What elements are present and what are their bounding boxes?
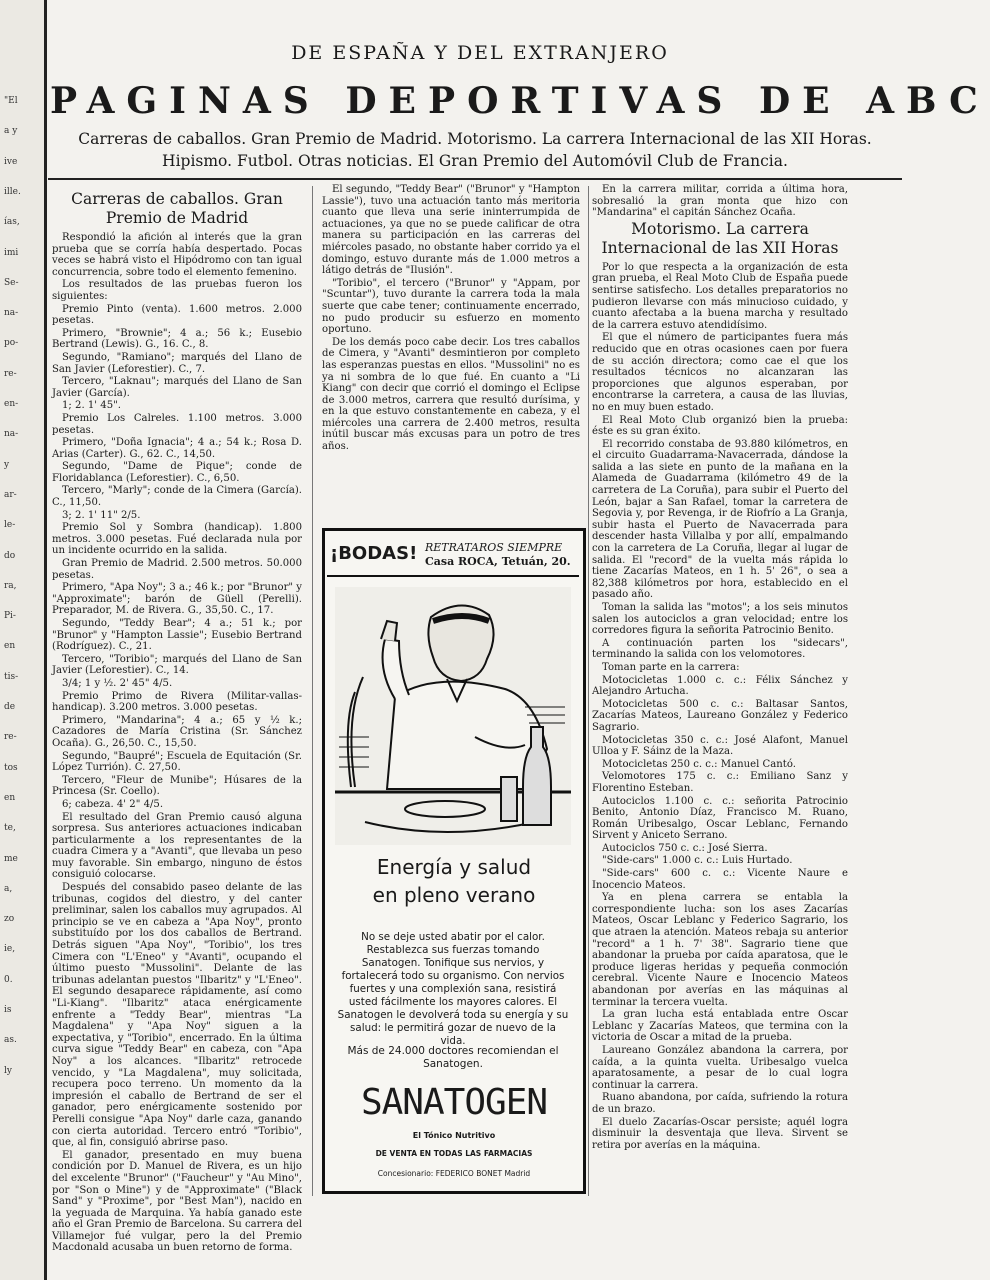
article1-paragraph: Primero, "Brownie"; 4 a.; 56 k.; Eusebio Bertrand (Lewis). G., 16. C., 8.	[52, 327, 302, 351]
margin-fragment: do	[4, 550, 16, 561]
margin-fragment: en	[4, 641, 16, 652]
bodas-label: ¡BODAS!	[330, 543, 418, 564]
tonico-tagline: El Tónico Nutritivo	[412, 1131, 496, 1140]
article1-paragraph: El segundo, "Teddy Bear" ("Brunor" y "Hampton Lassie"), tuvo una actuación tanto más meritoria cuanto que lleva una serie ininterrumpida de actuaciones, ya que no se puede calificar de otra manera su participación en las carreras del miércoles pasado, no obstante haber corrido ya el domingo, estuvo durante más de 1.000 metros a látigo detrás de "Ilusión".	[322, 184, 580, 277]
article2-paragraph: El que el número de participantes fuera más reducido que en otras ocasiones caen por fuera de su acción directora; como cae el que los resultados técnicos no alcanzaran las proporciones que algunos esperaban, por encontrarse la carretera, a causa de las lluvias, no en muy buen estado.	[592, 332, 848, 413]
article2-paragraph: La gran lucha está entablada entre Oscar Leblanc y Zacarías Mateos, que termina con la victoria de Oscar a mitad de la prueba.	[592, 1009, 848, 1044]
man-drinking-illustration	[335, 587, 571, 845]
article2-paragraph: Motocicletas 500 c. c.: Baltasar Santos, Zacarías Mateos, Laureano González y Federico Sagrario.	[592, 698, 848, 733]
margin-fragment: Se-	[4, 277, 19, 288]
article1-paragraph: Tercero, "Toribio"; marqués del Llano de San Javier (Leforestier). C., 14.	[52, 653, 302, 677]
article1-paragraph: Primero, "Mandarina"; 4 a.; 65 y ½ k.; Cazadores de María Cristina (Sr. Sánchez Ocaña). G., 26,50. C., 15,50.	[52, 714, 302, 749]
article2-paragraph: Autociclos 1.100 c. c.: señorita Patrocinio Benito, Antonio Díaz, Francisco M. Ruano, Román Uribesalgo, Oscar Leblanc, Fernando Sirvent y Aniceto Serrano.	[592, 795, 848, 842]
column-rule-1	[312, 186, 313, 1196]
article1-paragraph: Tercero, "Marly"; conde de la Cimera (García). C., 11,50.	[52, 485, 302, 509]
margin-fragment: tis-	[4, 671, 19, 682]
ad-headline-line-2: en pleno verano	[372, 883, 536, 907]
article1-paragraph: 3; 2. 1' 11" 2/5.	[62, 509, 141, 521]
article2-paragraph: El duelo Zacarías-Oscar persiste; aquél logra disminuir la desventaja que lleva. Sirvent se retira por averías en la máquina.	[592, 1116, 848, 1151]
article1-paragraph: Premio Primo de Rivera (Militar-vallas-handicap). 3.200 metros. 3.000 pesetas.	[52, 690, 302, 714]
article1-paragraph: Segundo, "Teddy Bear"; 4 a.; 51 k.; por "Brunor" y "Hampton Lassie"; Eusebio Bertrand (Rodríguez). C., 21.	[52, 618, 302, 653]
article1-paragraph: Premio Los Calreles. 1.100 metros. 3.000 pesetas.	[52, 412, 302, 436]
article1-paragraph: 6; cabeza. 4' 2" 4/5.	[62, 798, 164, 810]
article1-paragraph: 1; 2. 1' 45".	[62, 400, 121, 412]
left-margin-rule	[44, 0, 47, 1280]
ad-body-text: No se deje usted abatir por el calor. Restablezca sus fuerzas tomando Sanatogen. Tonifique sus nervios, y fortalecerá todo su organismo. Con nervios fuertes y una complexión sana, resistirá usted fácilmente los mayores calores. El Sanatogen le devolverá toda su energía y su salud: le permitirá gozar de nuevo de la vida.	[337, 931, 569, 1047]
article2-paragraph: Toman parte en la carrera:	[602, 661, 740, 673]
page-title: PAGINAS DEPORTIVAS DE ABC	[50, 80, 990, 122]
margin-fragment: ive	[4, 156, 18, 167]
article1-paragraph: Premio Sol y Sombra (handicap). 1.800 metros. 3.000 pesetas. Fué declarada nula por un incidente ocurrido en la salida.	[52, 522, 302, 557]
article1-paragraph: 3/4; 1 y ½. 2' 45" 4/5.	[62, 677, 173, 689]
margin-fragment: de	[4, 702, 16, 713]
article2-paragraph: Ya en plena carrera se entabla la correspondiente lucha: son los ases Zacarías Mateos, Oscar Leblanc y Federico Sagrario, los que atraen la atención. Mateos rebaja su anterior "record" a 1 h. 7' 38". Sagrario tiene que abandonar la prueba por caída aparatosa, que le produce ligeras heridas y pequeña conmoción cerebral. Vicente Naure e Inocencio Mateos abandonan por averías en las máquinas al terminar la tercera vuelta.	[592, 892, 848, 1008]
margin-fragment: is	[4, 1005, 12, 1016]
concesionario-line: Concesionario: FEDERICO BONET Madrid	[377, 1169, 531, 1178]
article2-paragraph: "Side-cars" 1.000 c. c.: Luis Hurtado.	[602, 855, 793, 867]
margin-fragment: imi	[4, 247, 19, 258]
margin-fragment: 0.	[4, 974, 13, 985]
sanatogen-brand: SANATOGEN	[360, 1082, 548, 1123]
article1-paragraph: De los demás poco cabe decir. Los tres caballos de Cimera, y "Avanti" desmintieron por completo las esperanzas puestas en ellos. "Mussolini" no es ya ni sombra de lo que fué. En cuanto a "Li Kiang" con decir que corrió el domingo el Eclipse de 3.000 metros, carrera que resultó durísima, y en la que estuvo constantemente en cabeza, y el miércoles una carrera de 2.400 metros, resulta inútil buscar más excusas para un potro de tres años.	[322, 336, 580, 453]
margin-fragment: ie,	[4, 944, 16, 955]
header-rule	[48, 178, 902, 180]
article1-paragraph: Tercero, "Laknau"; marqués del Llano de San Javier (García).	[52, 376, 302, 399]
subtitle-line-1: Carreras de caballos. Gran Premio de Madrid. Motorismo. La carrera Internacional de las XII Horas.	[78, 130, 872, 148]
margin-fragment: ías,	[4, 217, 20, 228]
bodas-ad-banner	[327, 535, 579, 577]
article2-paragraph: "Side-cars" 600 c. c.: Vicente Naure e Inocencio Mateos.	[592, 868, 848, 891]
margin-fragment: ille.	[4, 186, 21, 197]
section-kicker: DE ESPAÑA Y DEL EXTRANJERO	[291, 42, 669, 64]
article1-column-2	[322, 184, 580, 520]
margin-fragment: na-	[4, 308, 19, 319]
sanatogen-advertisement	[322, 528, 586, 1194]
margin-fragment: te,	[4, 823, 16, 834]
article2-paragraph: Motocicletas 350 c. c.: José Alafont, Manuel Ulloa y F. Sáinz de la Maza.	[592, 734, 848, 758]
article2-paragraph: El Real Moto Club organizó bien la prueba: éste es su gran éxito.	[592, 414, 848, 438]
article1-paragraph: El ganador, presentado en muy buena condición por D. Manuel de Rivera, es un hijo del excelente "Brunor" ("Faucheur" y "Au Mino", por "Son o Mine") y de "Approximate" ("Black Sand" y "Proxime", por "Best Man"), nacido en la yeguada de Marquina. Ya había ganado este año el Gran Premio de Barcelona. Su carrera del Villamejor fué vulgar, pero la del Premio Macdonald acusaba un buen retorno de forma.	[52, 1149, 302, 1254]
margin-fragment: re-	[4, 368, 17, 379]
article2-column	[592, 184, 848, 1194]
margin-fragment: po-	[4, 338, 19, 349]
margin-fragment: as.	[4, 1035, 17, 1046]
margin-fragment: ly	[4, 1065, 12, 1076]
article2-paragraph: Motocicletas 1.000 c. c.: Félix Sánchez y Alejandro Artucha.	[592, 674, 848, 698]
article1-column-1	[52, 190, 302, 1254]
margin-fragment: y	[4, 459, 10, 470]
ad-doctors-text: Más de 24.000 doctores recomiendan el Sanatogen.	[347, 1045, 559, 1070]
article1-paragraph: Tercero, "Fleur de Munibe"; Húsares de la Princesa (Sr. Coello).	[52, 774, 302, 798]
column-rule-2	[588, 186, 589, 1196]
article1-paragraph: El resultado del Gran Premio causó alguna sorpresa. Sus anteriores actuaciones indicaban particularmente a los representantes de la cuadra Cimera y a "Avanti", que llevaba un peso muy favorable. Sin embargo, ninguno de éstos consiguió colocarse.	[52, 811, 302, 881]
margin-fragment: ra,	[4, 580, 17, 591]
venta-farmacias: DE VENTA EN TODAS LAS FARMACIAS	[375, 1149, 533, 1158]
margin-fragment: ar-	[4, 489, 17, 500]
margin-fragment: en-	[4, 399, 19, 410]
article1-paragraph: Segundo, "Baupré"; Escuela de Equitación (Sr. López Turrión). C. 27,50.	[52, 750, 302, 774]
left-margin-strip	[0, 0, 46, 1280]
margin-fragment: zo	[4, 914, 15, 925]
margin-fragment: na-	[4, 429, 19, 440]
article2-paragraph: Por lo que respecta a la organización de esta gran prueba, el Real Moto Club de España puede sentirse satisfecho. Los detalles preparatorios no pudieron llevarse con más minucioso cuidado, y cuanto afectaba a la buena marcha y resultado de la carrera estuvo atendidísimo.	[592, 261, 848, 331]
article2-paragraph: Motocicletas 250 c. c.: Manuel Cantó.	[602, 758, 796, 770]
subtitle-line-2: Hipismo. Futbol. Otras noticias. El Gran Premio del Automóvil Club de Francia.	[162, 152, 788, 170]
article1-paragraph: Gran Premio de Madrid. 2.500 metros. 50.000 pesetas.	[52, 558, 302, 581]
article1-paragraph: Segundo, "Dame de Pique"; conde de Floridablanca (Leforestier). C., 6,50.	[52, 461, 302, 484]
article2-paragraph: Toman la salida las "motos"; a los seis minutos salen los autociclos a gran velocidad; entre los corredores figura la señorita Patrocinio Benito.	[592, 602, 848, 637]
margin-fragment: me	[4, 853, 18, 864]
article1-paragraph: Respondió la afición al interés que la gran prueba que se corría había despertado. Pocas veces se habrá visto el Hipódromo con tan igual concurrencia, sobre todo el elemento femenino.	[52, 232, 302, 278]
article2-paragraph: El recorrido constaba de 93.880 kilómetros, en el circuito Guadarrama-Navacerrada, dándose la salida a las siete en punto de la mañana en la Alameda de Guadarrama (kilómetro 49 de la carretera de La Coruña), para subir el Puerto del León, bajar a San Rafael, tomar la carretera de Segovia y, por Revenga, ir de Riofrío a La Granja, subir hasta el Puerto de Navacerrada para descender hasta Villalba y por allí, empalmando con la carretera de La Coruña, llegar al lugar de salida. El "record" de la vuelta más rápida lo tiene Zacarías Mateos, en 1 h. 5' 26", o sea a 82,388 kilómetros por hora, establecido en el pasado año.	[592, 438, 848, 601]
margin-fragment: a y	[4, 126, 18, 137]
article1-paragraph: Segundo, "Ramiano"; marqués del Llano de San Javier (Leforestier). C., 7.	[52, 351, 302, 375]
article2-paragraph: Autociclos 750 c. c.: José Sierra.	[602, 842, 768, 854]
margin-fragment: re-	[4, 732, 17, 743]
article2-paragraph: Laureano González abandona la carrera, por caída, a la quinta vuelta. Uribesalgo vuelca aparatosamente, a pesar de lo cual logra continuar la carrera.	[592, 1044, 848, 1091]
margin-fragment: a,	[4, 883, 13, 894]
margin-fragment: "El	[4, 96, 18, 106]
article1-paragraph: Después del consabido paseo delante de las tribunas, cogidos del diestro, y del canter preliminar, salen los caballos muy agrupados. Al principio se ve en cabeza a "Apa Noy", pronto substituído por los dos caballos de Bertrand. Detrás siguen "Apa Noy", "Toribio", los tres Cimera con "L'Eneo" y "Avanti", ocupando el último puesto "Mussolini". Delante de las tribunas adelantan puestos "Ilbaritz" y "L'Eneo". El segundo desaparece rápidamente, así como "Li-Kiang". "Ilbaritz" ataca enérgicamente enfrente a "Teddy Bear", mientras "La Magdalena" y "Apa Noy" siguen a la expectativa, y "Toribio", encerrado. En la última curva sigue "Teddy Bear" en cabeza, con "Apa Noy" a los alcances. "Ilbaritz" retrocede vencido, y "La Magdalena", muy solicitada, recupera poco terreno. Un momento da la impresión el caballo de Bertrand de ser el ganador, pero enérgicamente sostenido por Perelli consigue "Apa Noy" darle caza, ganando con cierta autoridad. Tercero entró "Toribio", que, al fin, consiguió abrirse paso.	[52, 882, 302, 1149]
article2-heading: Motorismo. La carrera Internacional de las XII Horas	[601, 219, 839, 257]
margin-fragment: en	[4, 792, 16, 803]
article1-paragraph: En la carrera militar, corrida a última hora, sobresalió la gran monta que hizo con "Mandarina" el capitán Sánchez Ocaña.	[592, 184, 848, 219]
article1-paragraph: Los resultados de las pruebas fueron los siguientes:	[52, 279, 302, 302]
article1-heading: Carreras de caballos. Gran Premio de Madrid	[71, 190, 283, 227]
article1-paragraph: Premio Pinto (venta). 1.600 metros. 2.000 pesetas.	[52, 303, 302, 327]
margin-fragment: le-	[4, 520, 16, 531]
margin-fragment: tos	[4, 762, 18, 773]
ad-headline-line-1: Energía y salud	[376, 855, 532, 879]
article1-paragraph: Primero, "Doña Ignacia"; 4 a.; 54 k.; Rosa D. Arias (Carter). G., 62. C., 14,50.	[52, 437, 302, 460]
margin-fragment: Pi-	[4, 611, 16, 622]
article2-paragraph: A continuación parten los "sidecars", terminando la salida con los velomotores.	[592, 637, 848, 661]
article2-paragraph: Velomotores 175 c. c.: Emiliano Sanz y Florentino Esteban.	[592, 771, 848, 794]
casa-roca-label: Casa ROCA, Tetuán, 20.	[425, 555, 571, 568]
article1-paragraph: Primero, "Apa Noy"; 3 a.; 46 k.; por "Brunor" y "Approximate"; barón de Güell (Perelli). Preparador, M. de Rivera. G., 35,50. C., 17.	[52, 582, 302, 617]
article1-paragraph: "Toribio", el tercero ("Brunor" y "Appam, por "Scuntar"), tuvo durante la carrera toda la mala suerte que cabe tener; continuamente encerrado, no pudo producir su esfuerzo en momento oportuno.	[322, 277, 580, 336]
article2-paragraph: Ruano abandona, por caída, sufriendo la rotura de un brazo.	[592, 1092, 848, 1115]
retrataros-label: RETRATAROS SIEMPRE	[425, 541, 563, 554]
